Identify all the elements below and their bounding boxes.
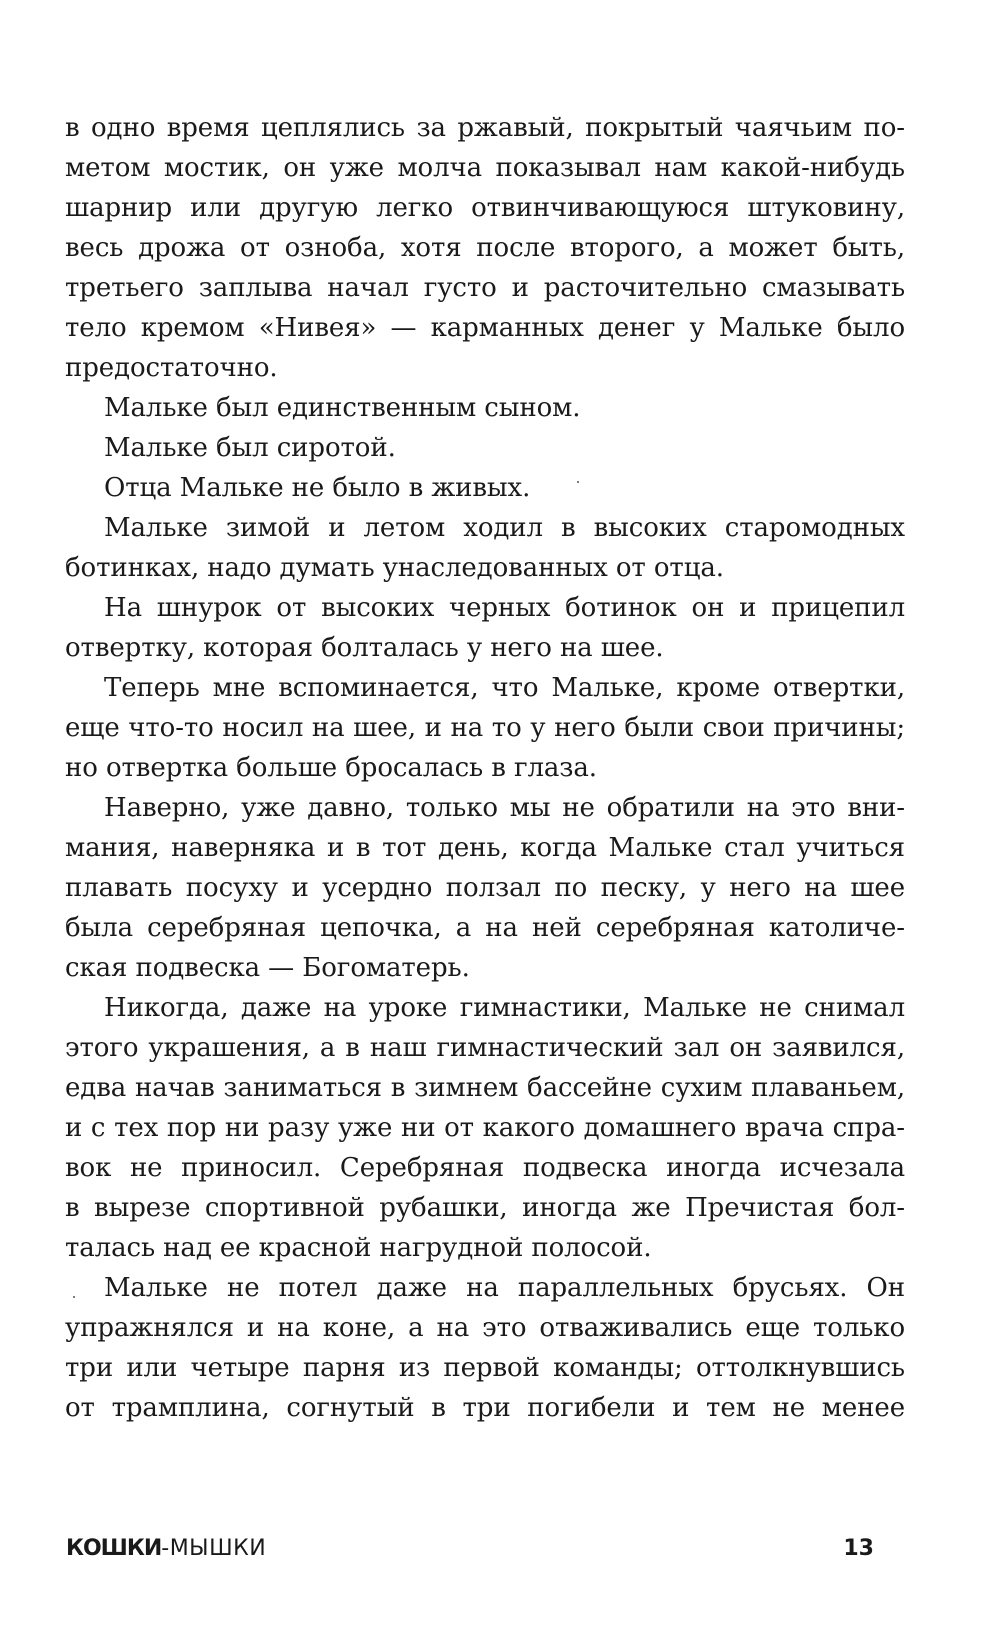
text-line: еще что-то носил на шее, и на то у него были свои причины; — [65, 713, 905, 743]
text-line: в одно время цеплялись за ржавый, покрытый чаячьим по- — [65, 113, 905, 143]
text-line: и с тех пор ни разу уже ни от какого домашнего врача спра- — [65, 1113, 905, 1143]
text-line: от трамплина, согнутый в три погибели и тем не менее — [65, 1393, 905, 1423]
text-line: мания, наверняка и в тот день, когда Мальке стал учиться — [65, 833, 905, 863]
text-line: этого украшения, а в наш гимнастический зал он заявился, — [65, 1033, 905, 1063]
text-line: весь дрожа от озноба, хотя после второго, а может быть, — [65, 233, 905, 263]
text-line: Теперь мне вспоминается, что Мальке, кроме отвертки, — [104, 673, 905, 703]
print-speck — [577, 481, 579, 483]
text-line: ская подвеска — Богоматерь. — [65, 953, 470, 983]
text-line: три или четыре парня из первой команды; оттолкнувшись — [65, 1353, 905, 1383]
text-line: Наверно, уже давно, только мы не обратили на это вни- — [104, 793, 905, 823]
text-line: Никогда, даже на уроке гимнастики, Мальке не снимал — [104, 993, 905, 1023]
text-line: Отца Мальке не было в живых. — [104, 473, 531, 503]
text-line: в вырезе спортивной рубашки, иногда же Пречистая бол- — [65, 1193, 905, 1223]
text-line: Мальке не потел даже на параллельных брусьях. Он — [104, 1273, 905, 1303]
text-line: упражнялся и на коне, а на это отваживались еще только — [65, 1313, 905, 1343]
text-line: шарнир или другую легко отвинчивающуюся штуковину, — [65, 193, 905, 223]
text-line: была серебряная цепочка, а на ней серебряная католиче- — [65, 913, 905, 943]
text-line: ботинках, надо думать унаследованных от отца. — [65, 553, 724, 583]
text-line: третьего заплыва начал густо и расточительно смазывать — [65, 273, 905, 303]
print-speck — [73, 1296, 75, 1298]
text-line: едва начав заниматься в зимнем бассейне сухим плаваньем, — [65, 1073, 905, 1103]
text-line: На шнурок от высоких черных ботинок он и прицепил — [104, 593, 905, 623]
text-line: предостаточно. — [65, 353, 278, 383]
footer-title-bold: КОШКИ — [66, 1536, 162, 1561]
text-line: Мальке был единственным сыном. — [104, 393, 581, 423]
text-line: Мальке был сиротой. — [104, 433, 396, 463]
text-line: метом мостик, он уже молча показывал нам какой-нибудь — [65, 153, 905, 183]
text-line: талась над ее красной нагрудной полосой. — [65, 1233, 652, 1263]
text-line: Мальке зимой и летом ходил в высоких старомодных — [104, 513, 905, 543]
text-line: но отвертка больше бросалась в глаза. — [65, 753, 597, 783]
page-number: 13 — [843, 1536, 874, 1561]
footer-title-rest: -МЫШКИ — [161, 1536, 267, 1561]
text-line: плавать посуху и усердно ползал по песку, у него на шее — [65, 873, 905, 903]
text-line: тело кремом «Нивея» — карманных денег у Мальке было — [65, 313, 905, 343]
text-line: отвертку, которая болталась у него на шее. — [65, 633, 664, 663]
text-line: вок не приносил. Серебряная подвеска иногда исчезала — [65, 1153, 905, 1183]
running-footer-title — [66, 1534, 266, 1564]
